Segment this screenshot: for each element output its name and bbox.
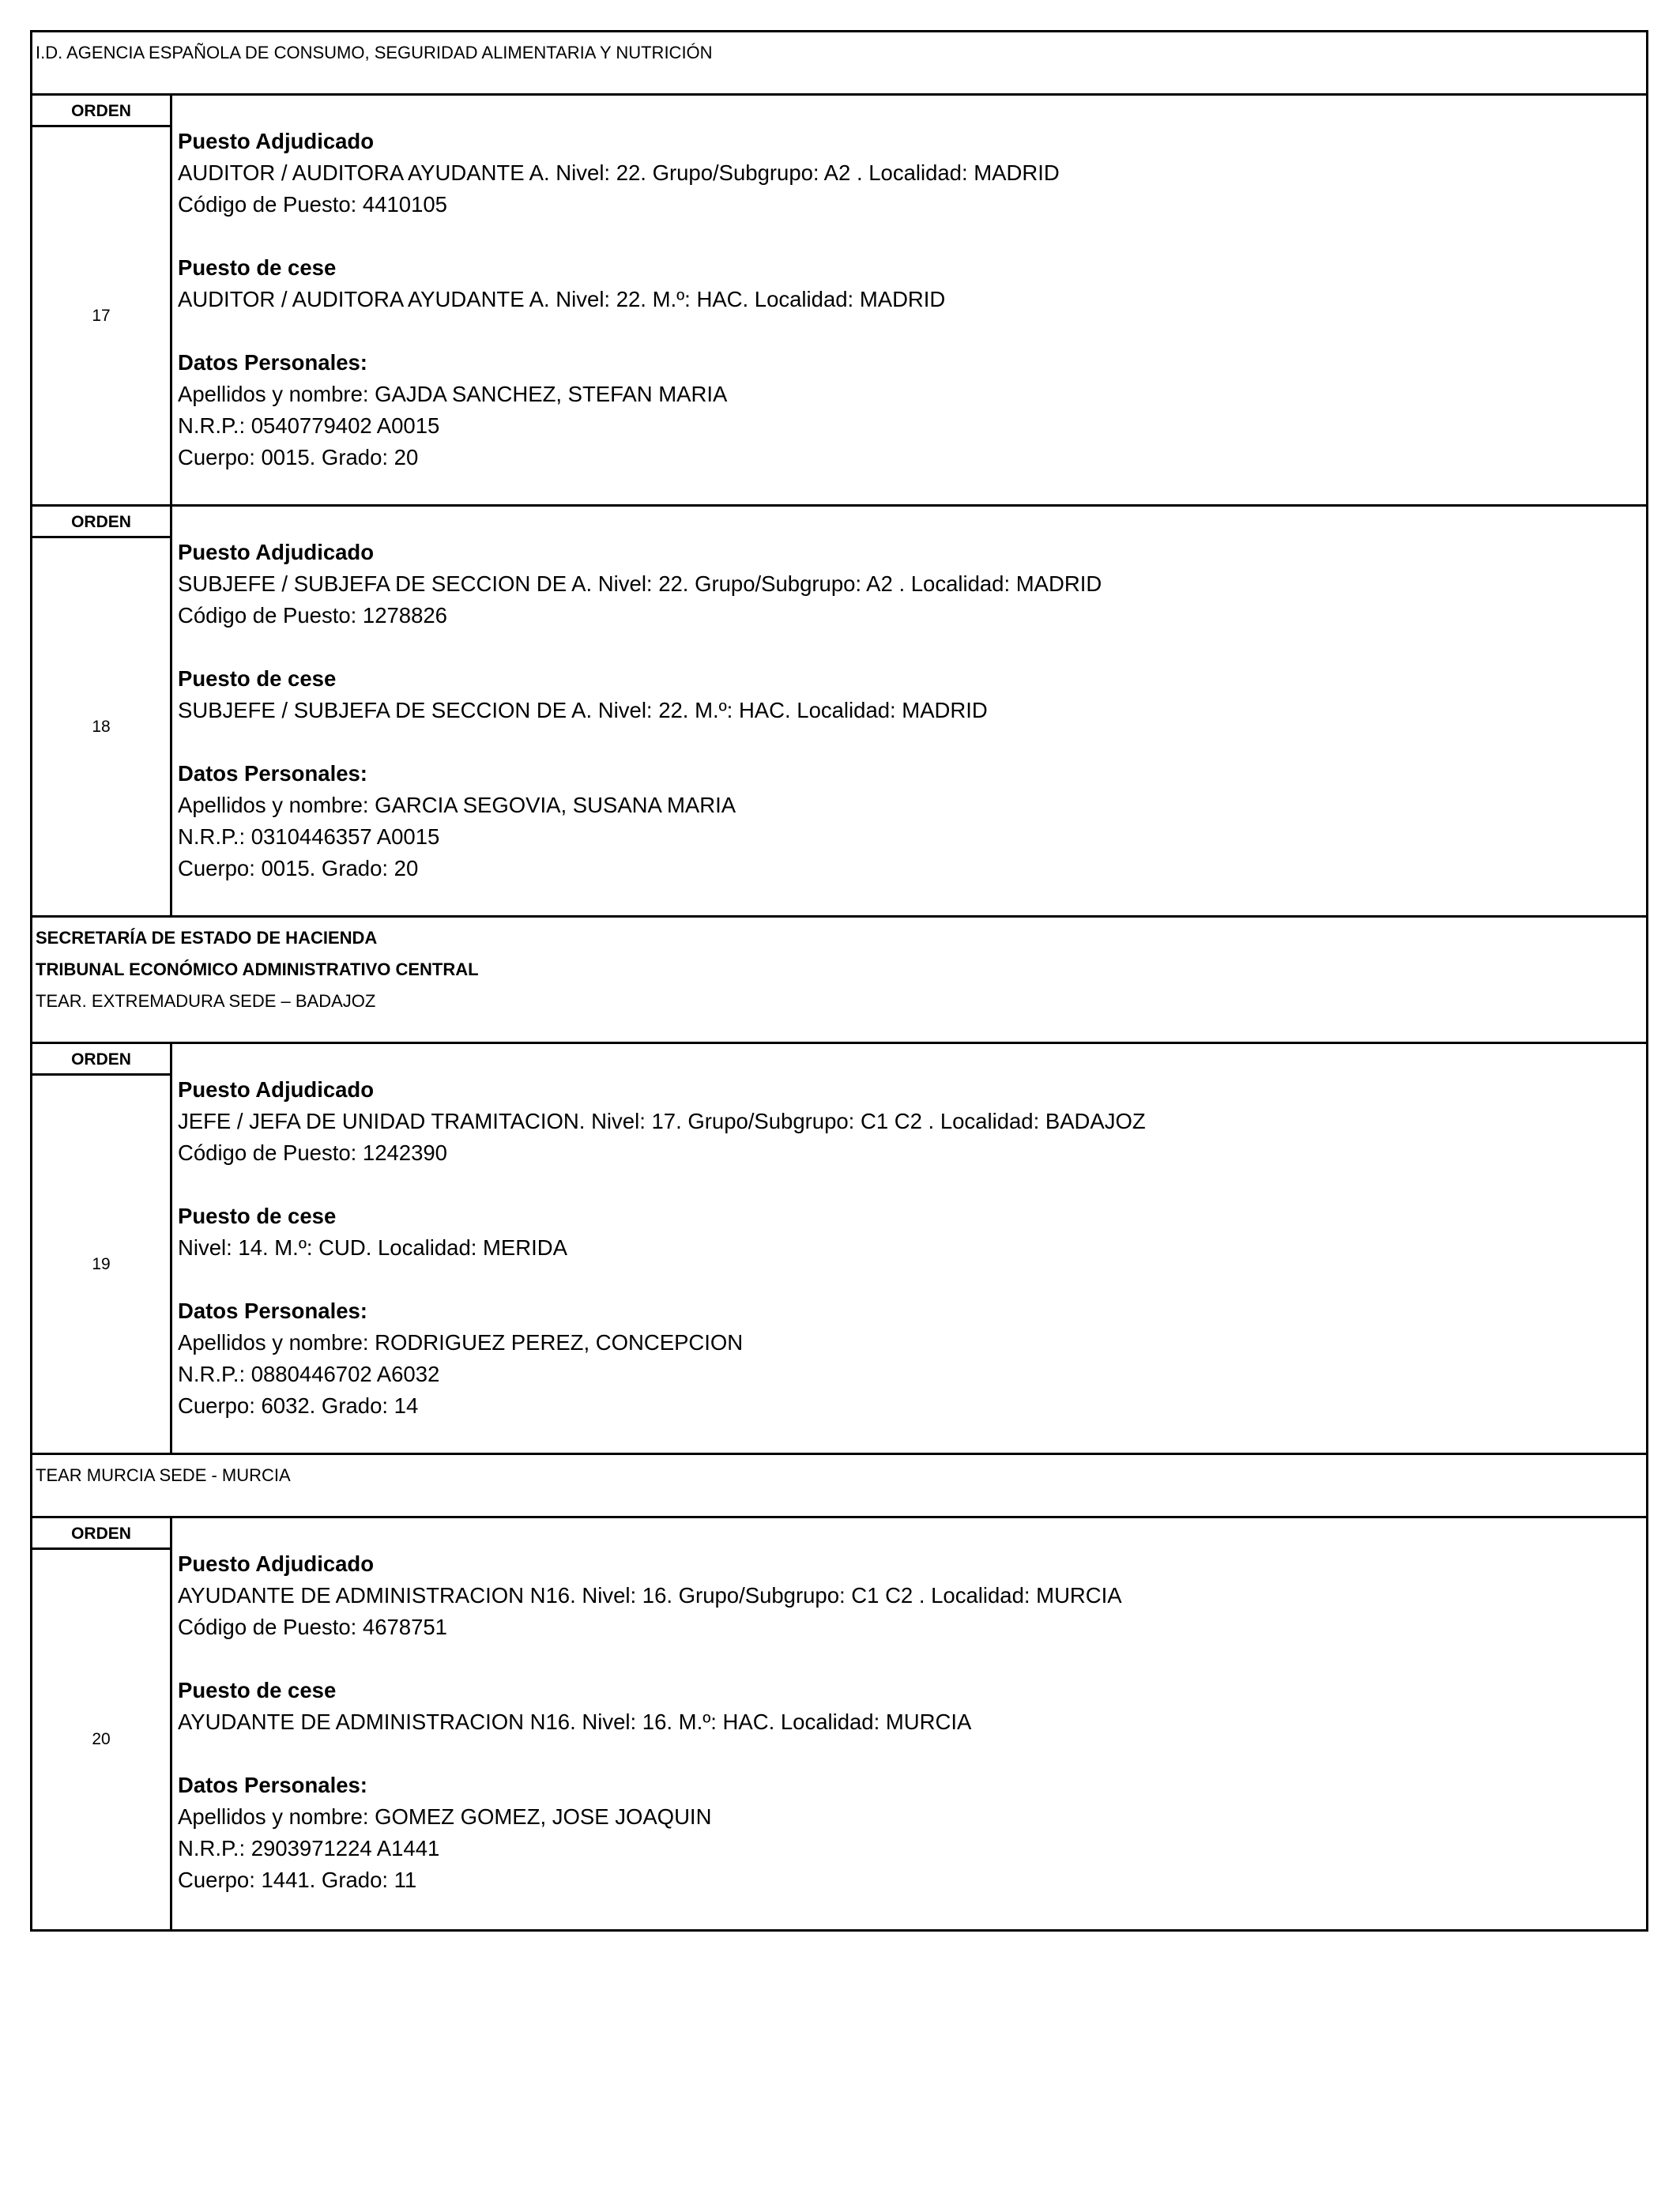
entry-20 (32, 1518, 1646, 1929)
agency-header-section (32, 32, 1646, 96)
puesto-cese-label: Puesto de cese (178, 255, 337, 280)
entry-17 (32, 96, 1646, 507)
orden-header: ORDEN (32, 96, 170, 127)
datos-personales-label: Datos Personales: (178, 350, 367, 375)
entry-details (175, 96, 1646, 473)
puesto-adjudicado-value: JEFE / JEFA DE UNIDAD TRAMITACION. Nivel: 17. Grupo/Subgrupo: C1 C2 . Localidad: BADAJOZ (178, 1109, 1146, 1133)
datos-personales-label: Datos Personales: (178, 761, 367, 786)
entry-19 (32, 1044, 1646, 1455)
orden-number: 20 (92, 1730, 111, 1748)
apellidos-nombre: Apellidos y nombre: GAJDA SANCHEZ, STEFAN MARIA (178, 382, 728, 406)
apellidos-nombre: Apellidos y nombre: GARCIA SEGOVIA, SUSANA MARIA (178, 793, 736, 817)
puesto-cese-label: Puesto de cese (178, 666, 337, 691)
agency-name: I.D. AGENCIA ESPAÑOLA DE CONSUMO, SEGURIDAD ALIMENTARIA Y NUTRICIÓN (36, 43, 713, 62)
puesto-cese-label: Puesto de cese (178, 1678, 337, 1702)
orden-number: 18 (92, 717, 111, 736)
entry-18 (32, 507, 1646, 918)
codigo-puesto: Código de Puesto: 4410105 (178, 192, 447, 217)
secretaria-heading: SECRETARÍA DE ESTADO DE HACIENDA (36, 928, 378, 948)
datos-personales-label: Datos Personales: (178, 1773, 367, 1797)
puesto-cese-label: Puesto de cese (178, 1204, 337, 1228)
puesto-cese-value: AYUDANTE DE ADMINISTRACION N16. Nivel: 16. M.º: HAC. Localidad: MURCIA (178, 1710, 972, 1734)
tear-heading: TEAR MURCIA SEDE - MURCIA (36, 1465, 291, 1485)
puesto-cese-value: SUBJEFE / SUBJEFA DE SECCION DE A. Nivel: 22. M.º: HAC. Localidad: MADRID (178, 698, 988, 722)
puesto-cese-value: Nivel: 14. M.º: CUD. Localidad: MERIDA (178, 1235, 567, 1260)
orden-number: 17 (92, 306, 111, 325)
puesto-adjudicado-value: AUDITOR / AUDITORA AYUDANTE A. Nivel: 22. Grupo/Subgrupo: A2 . Localidad: MADRID (178, 160, 1060, 185)
puesto-adjudicado-label: Puesto Adjudicado (178, 1551, 375, 1576)
puesto-adjudicado-label: Puesto Adjudicado (178, 540, 375, 564)
orden-header: ORDEN (32, 507, 170, 538)
hacienda-section (32, 918, 1646, 1044)
cuerpo-grado: Cuerpo: 0015. Grado: 20 (178, 445, 419, 469)
cuerpo-grado: Cuerpo: 1441. Grado: 11 (178, 1868, 417, 1892)
orden-cell (32, 1518, 172, 1929)
tribunal-heading: TRIBUNAL ECONÓMICO ADMINISTRATIVO CENTRAL (36, 959, 479, 979)
murcia-section (32, 1455, 1646, 1518)
puesto-adjudicado-label: Puesto Adjudicado (178, 129, 375, 153)
puesto-adjudicado-value: SUBJEFE / SUBJEFA DE SECCION DE A. Nivel: 22. Grupo/Subgrupo: A2 . Localidad: MADRID (178, 571, 1102, 596)
orden-cell (32, 507, 172, 915)
nrp: N.R.P.: 0880446702 A6032 (178, 1362, 440, 1386)
orden-number: 19 (92, 1254, 111, 1273)
nrp: N.R.P.: 2903971224 A1441 (178, 1836, 440, 1860)
apellidos-nombre: Apellidos y nombre: RODRIGUEZ PEREZ, CONCEPCION (178, 1330, 744, 1355)
datos-personales-label: Datos Personales: (178, 1299, 367, 1323)
document-table (30, 30, 1648, 1932)
nrp: N.R.P.: 0540779402 A0015 (178, 413, 440, 438)
orden-cell (32, 96, 172, 504)
codigo-puesto: Código de Puesto: 4678751 (178, 1615, 447, 1639)
puesto-cese-value: AUDITOR / AUDITORA AYUDANTE A. Nivel: 22. M.º: HAC. Localidad: MADRID (178, 287, 946, 311)
puesto-adjudicado-value: AYUDANTE DE ADMINISTRACION N16. Nivel: 16. Grupo/Subgrupo: C1 C2 . Localidad: MURCIA (178, 1583, 1122, 1608)
puesto-adjudicado-label: Puesto Adjudicado (178, 1077, 375, 1102)
codigo-puesto: Código de Puesto: 1242390 (178, 1140, 447, 1165)
tear-heading: TEAR. EXTREMADURA SEDE – BADAJOZ (36, 991, 376, 1011)
orden-header: ORDEN (32, 1518, 170, 1550)
orden-header: ORDEN (32, 1044, 170, 1076)
orden-cell (32, 1044, 172, 1453)
codigo-puesto: Código de Puesto: 1278826 (178, 603, 447, 628)
entry-details (175, 1518, 1646, 1896)
apellidos-nombre: Apellidos y nombre: GOMEZ GOMEZ, JOSE JOAQUIN (178, 1804, 712, 1829)
nrp: N.R.P.: 0310446357 A0015 (178, 824, 440, 849)
cuerpo-grado: Cuerpo: 0015. Grado: 20 (178, 856, 419, 880)
entry-details (175, 1044, 1646, 1422)
entry-details (175, 507, 1646, 884)
cuerpo-grado: Cuerpo: 6032. Grado: 14 (178, 1393, 419, 1418)
